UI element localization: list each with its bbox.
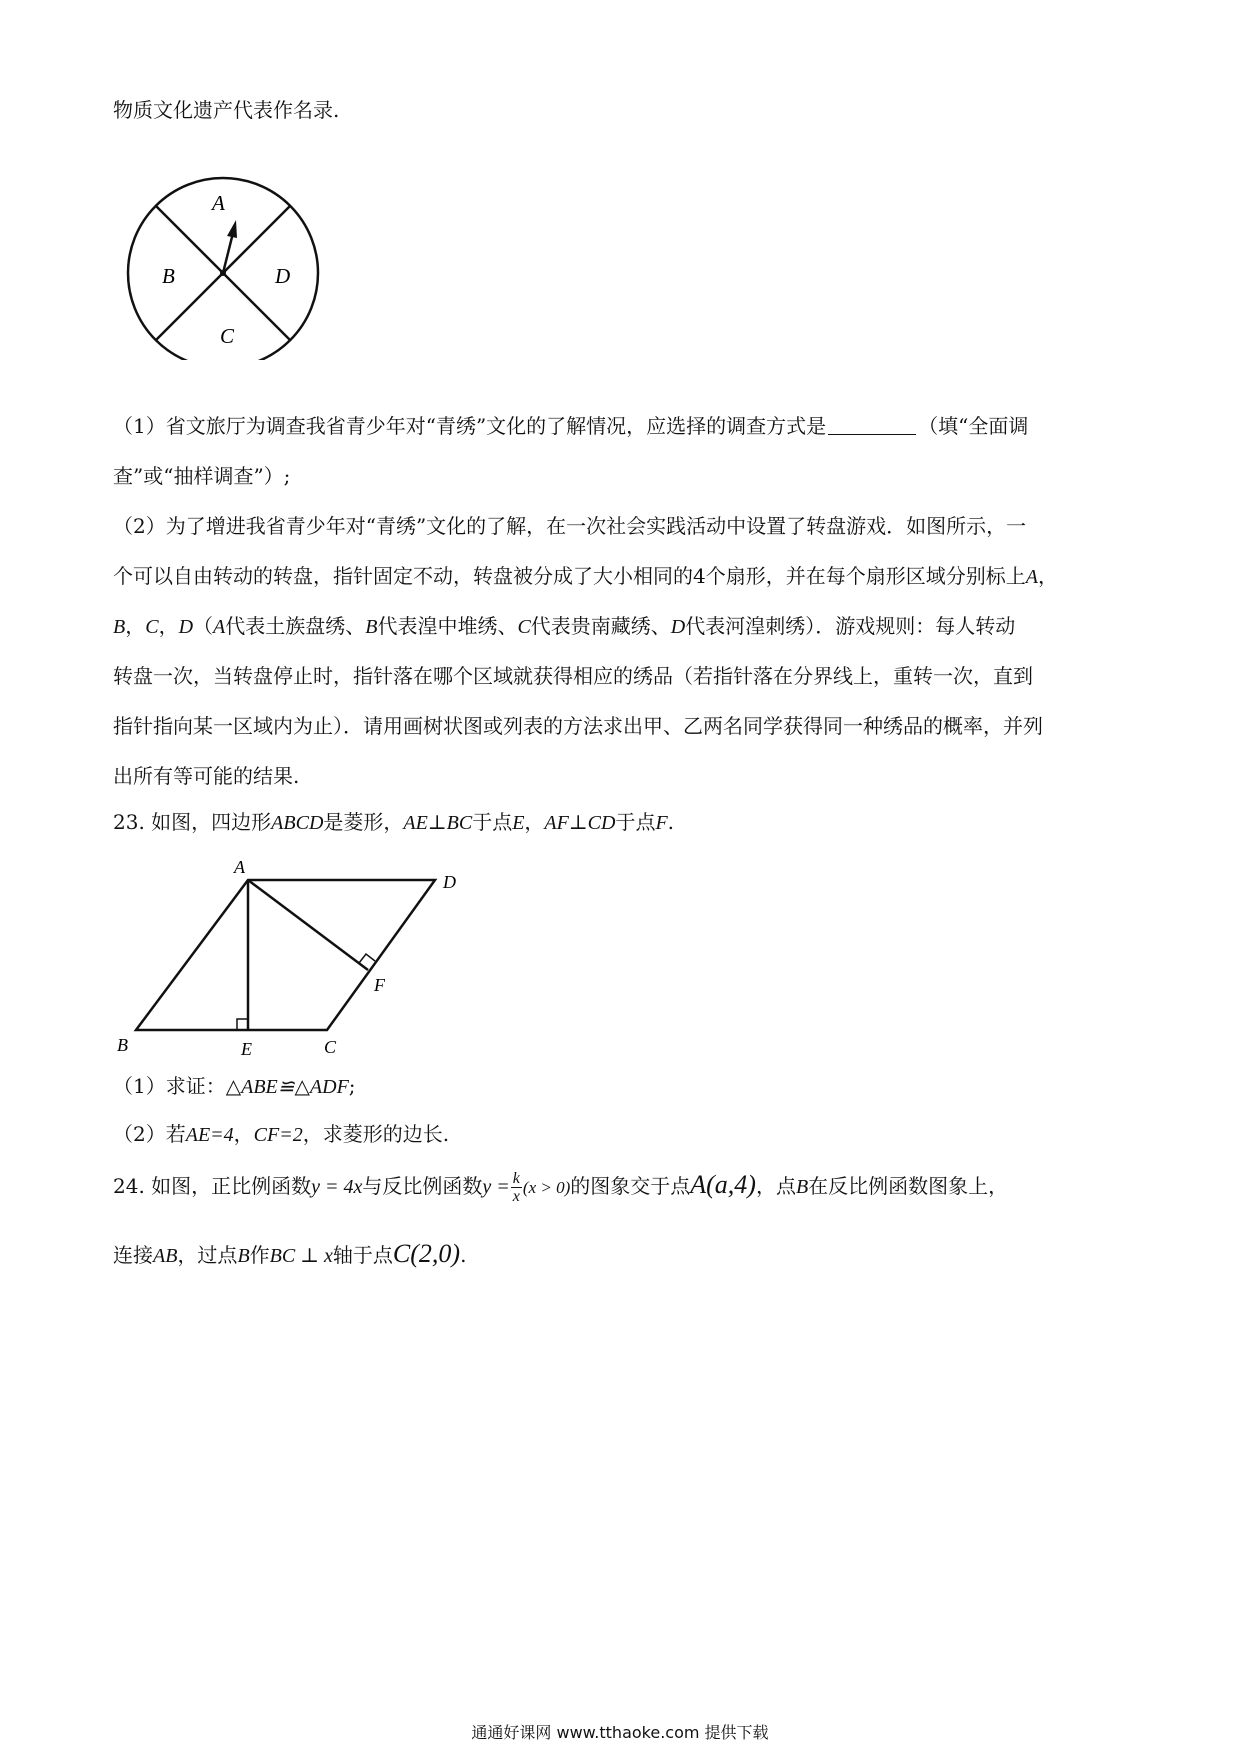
q24-stem-line2: 连接AB，过点B作BC ⊥ x轴于点C(2,0). bbox=[113, 1239, 467, 1268]
q22-part2-line2: 个可以自由转动的转盘，指针固定不动，转盘被分成了大小相同的4个扇形，并在每个扇形区域分别标上A， bbox=[113, 564, 1058, 588]
q22-part2-line5: 指针指向某一区域内为止）．请用画树状图或列表的方法求出甲、乙两名同学获得同一种绣品的概率，并列 bbox=[113, 714, 1043, 738]
q23-part2: （2）若AE=4，CF=2，求菱形的边长. bbox=[113, 1122, 450, 1146]
answer-blank[interactable] bbox=[828, 414, 916, 435]
vertex-label-b: B bbox=[117, 1035, 128, 1055]
q22-part1-line2: 查”或“抽样调查”）; bbox=[113, 464, 291, 488]
q22-part2-line3: B，C，D（A代表土族盘绣、B代表湟中堆绣、C代表贵南藏绣、D代表河湟刺绣）．游戏规则：每人转动 bbox=[113, 614, 1016, 638]
segment-af bbox=[248, 880, 368, 970]
rhombus-abcd bbox=[136, 880, 435, 1030]
fraction-k-over-x: $\frac{k}{x}$ bbox=[512, 1170, 520, 1205]
spinner-label-b: B bbox=[162, 264, 175, 288]
rhombus-figure bbox=[110, 855, 480, 1065]
vertex-label-a: A bbox=[234, 857, 245, 877]
spinner-center bbox=[220, 270, 226, 276]
intro-tail: 物质文化遗产代表作名录. bbox=[113, 98, 340, 122]
right-angle-mark-e bbox=[237, 1019, 248, 1030]
spinner-label-a: A bbox=[212, 191, 225, 215]
q22-part1-line1: （1）省文旅厅为调查我省青少年对“青绣”文化的了解情况，应选择的调查方式是 （填“全面调 bbox=[113, 414, 1029, 438]
q24-stem-line1: 24. 如图，正比例函数y = 4x与反比例函数y = $\frac{k}{x}$ (x > 0)的图象交于点A(a,4)，点B在反比例函数图象上， bbox=[113, 1170, 1009, 1205]
page-footer: 通通好课网 www.tthaoke.com 提供下载 bbox=[471, 1723, 769, 1742]
spinner-figure bbox=[108, 150, 338, 360]
spinner-pointer-arrowhead bbox=[227, 220, 237, 238]
vertex-label-c: C bbox=[324, 1037, 337, 1057]
vertex-label-f: F bbox=[374, 975, 385, 995]
spinner-label-c: C bbox=[220, 324, 235, 348]
vertex-label-d: D bbox=[443, 872, 456, 892]
q22-part2-line4: 转盘一次，当转盘停止时，指针落在哪个区域就获得相应的绣品（若指针落在分界线上，重转一次，直到 bbox=[113, 664, 1033, 688]
q22-part2-line1: （2）为了增进我省青少年对“青绣”文化的了解，在一次社会实践活动中设置了转盘游戏．如图所示，一 bbox=[113, 514, 1027, 538]
q23-part1: （1）求证：△ABE≌△ADF; bbox=[113, 1074, 356, 1098]
spinner-label-d: D bbox=[275, 264, 291, 288]
q23-stem: 23. 如图，四边形ABCD是菱形，AE⊥BC于点E，AF⊥CD于点F. bbox=[113, 810, 675, 834]
right-angle-mark-f bbox=[359, 954, 375, 963]
q22-part2-line6: 出所有等可能的结果. bbox=[113, 764, 300, 788]
vertex-label-e: E bbox=[241, 1039, 252, 1059]
